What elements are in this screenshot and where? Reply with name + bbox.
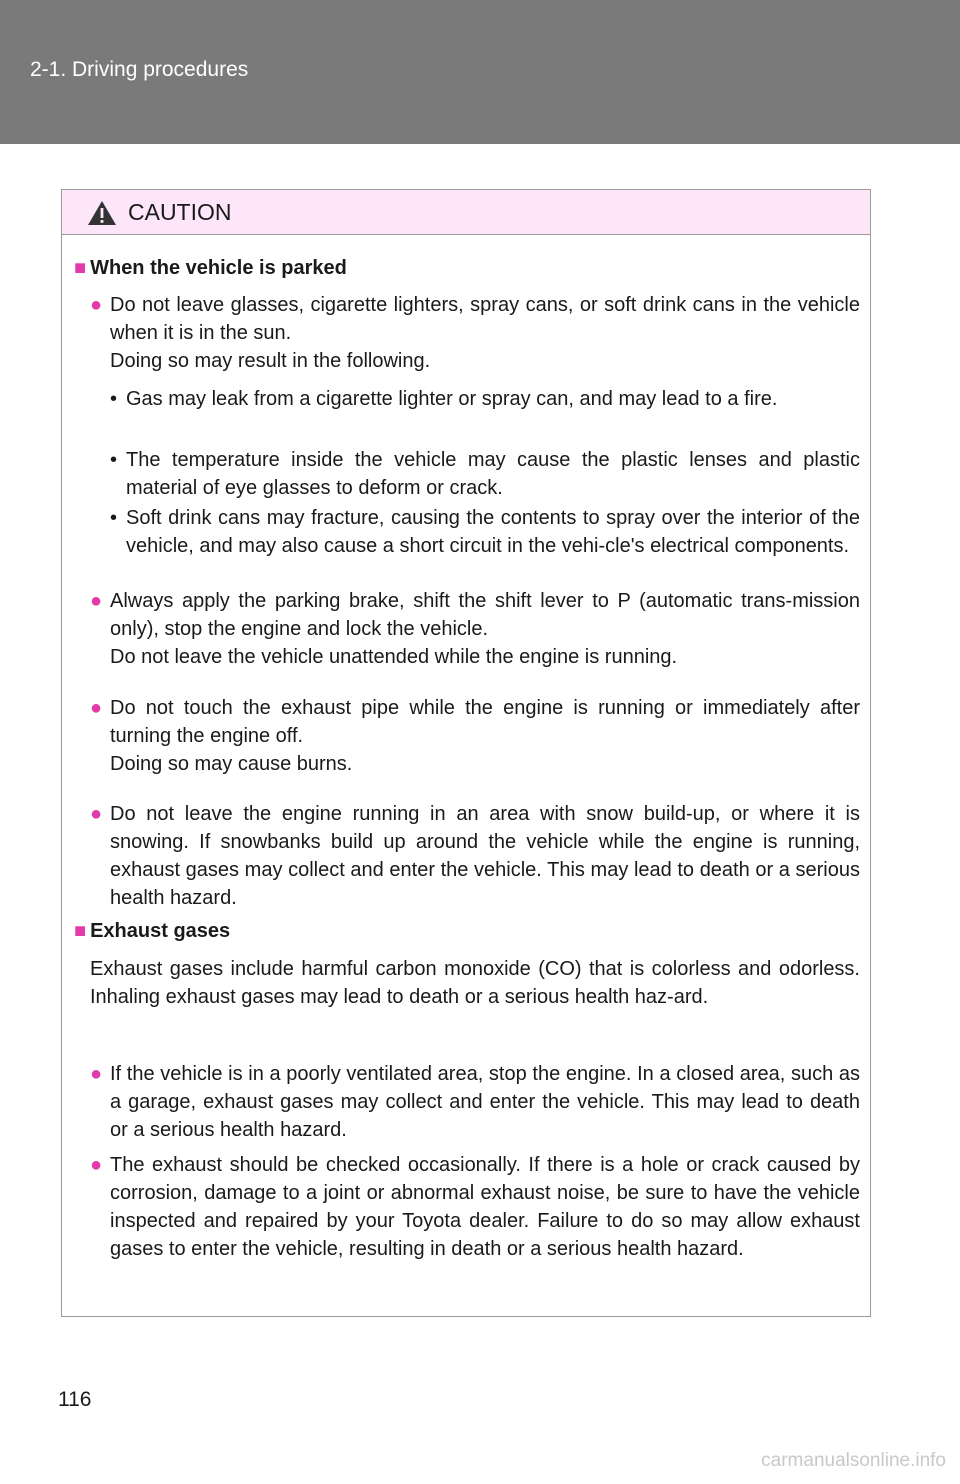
circle-bullet-icon: ● xyxy=(90,697,103,719)
section-title: 2-1. Driving procedures xyxy=(30,58,249,81)
list-item xyxy=(90,587,860,671)
bullet-text: The exhaust should be checked occasionally. If there is a hole or crack caused by corrosion, damage to a joint or abnormal exhaust noise, be sure to have the vehicle inspected and repaired by your Toyota dealer. Failure to do so may allow exhaust gases to enter the vehicle, resulting in death or a serious health hazard. xyxy=(110,1154,860,1260)
page-header xyxy=(0,0,960,144)
circle-bullet-icon: ● xyxy=(90,803,103,825)
sub-item xyxy=(110,385,860,413)
list-item xyxy=(90,1151,860,1263)
dot-marker: • xyxy=(110,449,118,471)
bullet-note: Doing so may cause burns. xyxy=(110,753,353,775)
list-item xyxy=(90,800,860,912)
sub-item xyxy=(110,504,860,560)
dot-marker: • xyxy=(110,388,118,410)
bullet-text: Always apply the parking brake, shift the shift lever to P (automatic trans-mission only), stop the engine and lock the vehicle. xyxy=(110,590,860,640)
watermark: carmanualsonline.info xyxy=(761,1450,946,1471)
page-number: 116 xyxy=(58,1388,92,1411)
intro-text: Exhaust gases include harmful carbon monoxide (CO) that is colorless and odorless. Inhaling exhaust gases may lead to death or a serious health haz-ard. xyxy=(90,958,860,1008)
list-item xyxy=(90,291,860,375)
section-heading-text: When the vehicle is parked xyxy=(90,257,347,279)
section-heading-exhaust xyxy=(74,917,230,945)
bullet-note: Doing so may result in the following. xyxy=(110,350,431,372)
section-heading-parked xyxy=(74,254,347,282)
section-heading-text: Exhaust gases xyxy=(90,920,231,942)
sub-item-text: The temperature inside the vehicle may cause the plastic lenses and plastic material of eye glasses to deform or crack. xyxy=(126,449,860,499)
circle-bullet-icon: ● xyxy=(90,1063,103,1085)
caution-title: CAUTION xyxy=(128,199,232,225)
bullet-text: If the vehicle is in a poorly ventilated area, stop the engine. In a closed area, such as a garage, exhaust gases may collect and enter the vehicle. This may lead to death or a serious health hazard. xyxy=(110,1063,860,1141)
list-item xyxy=(90,1060,860,1144)
sub-item xyxy=(110,446,860,502)
square-bullet-icon: ■ xyxy=(74,920,87,942)
list-item xyxy=(90,694,860,778)
square-bullet-icon: ■ xyxy=(74,257,87,279)
caution-header xyxy=(62,190,870,235)
circle-bullet-icon: ● xyxy=(90,1154,103,1176)
bullet-note: Do not leave the vehicle unattended while the engine is running. xyxy=(110,646,678,668)
sub-item-text: Gas may leak from a cigarette lighter or spray can, and may lead to a fire. xyxy=(126,388,778,410)
bullet-text: Do not leave glasses, cigarette lighters, spray cans, or soft drink cans in the vehicle when it is in the sun. xyxy=(110,294,860,344)
bullet-text: Do not leave the engine running in an area with snow build-up, or where it is snowing. If snowbanks build up around the vehicle while the engine is running, exhaust gases may collect and enter the vehicle. This may lead to death or a serious health hazard. xyxy=(110,803,860,909)
dot-marker: • xyxy=(110,507,118,529)
circle-bullet-icon: ● xyxy=(90,294,103,316)
bullet-text: Do not touch the exhaust pipe while the engine is running or immediately after turning the engine off. xyxy=(110,697,860,747)
circle-bullet-icon: ● xyxy=(90,590,103,612)
section-intro xyxy=(90,955,860,1011)
warning-icon xyxy=(87,200,117,226)
sub-item-text: Soft drink cans may fracture, causing the contents to spray over the interior of the vehicle, and may also cause a short circuit in the vehi-cle's electrical components. xyxy=(126,507,860,557)
caution-box xyxy=(61,189,871,1317)
